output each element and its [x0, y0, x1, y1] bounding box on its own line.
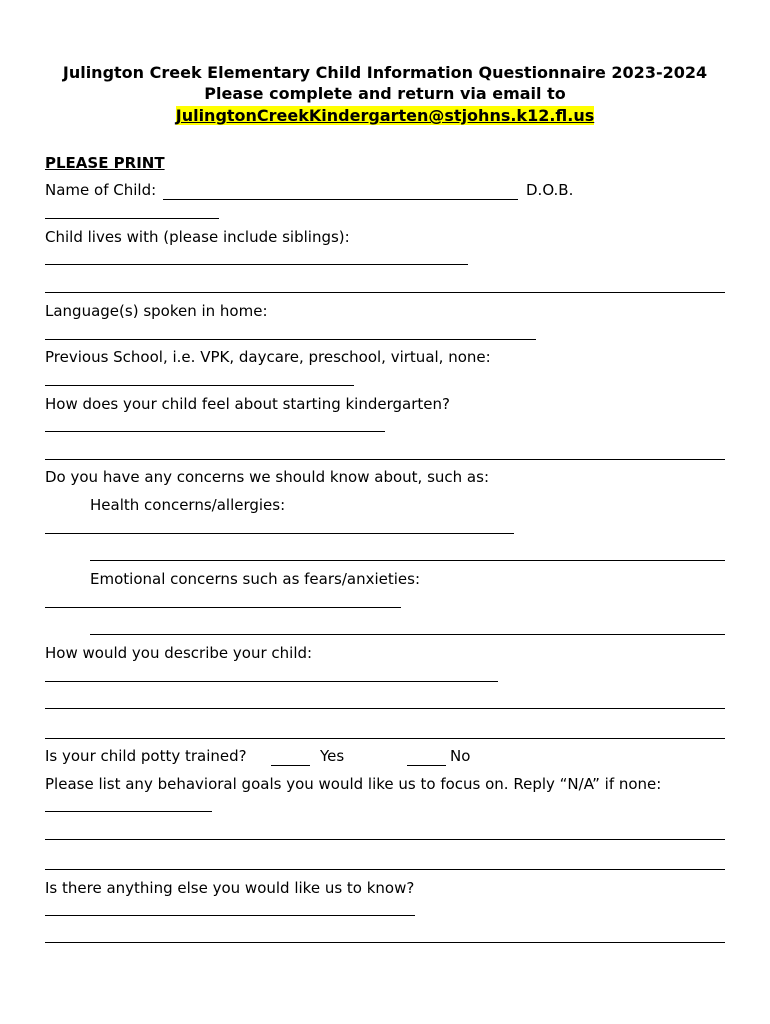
language-field[interactable]: [45, 339, 536, 340]
previous-school-field[interactable]: [45, 385, 354, 386]
feel-field-2[interactable]: [45, 459, 725, 460]
concerns-label: Do you have any concerns we should know about, such as:: [45, 468, 489, 486]
dob-field[interactable]: [45, 218, 219, 219]
health-field-2[interactable]: [90, 560, 725, 561]
describe-label: How would you describe your child:: [45, 644, 313, 662]
potty-no-label: No: [450, 747, 471, 765]
emotional-field-2[interactable]: [90, 634, 725, 635]
name-field[interactable]: [163, 199, 518, 200]
lives-with-field-2[interactable]: [45, 292, 725, 293]
form-title: Julington Creek Elementary Child Information Questionnaire 2023-2024: [62, 63, 708, 82]
potty-yes-label: Yes: [320, 747, 345, 765]
name-label: Name of Child:: [45, 181, 157, 199]
please-print-heading: PLEASE PRINT: [45, 154, 165, 172]
email-line: [0, 105, 770, 126]
else-label: Is there anything else you would like us to know?: [45, 879, 415, 897]
describe-field-3[interactable]: [45, 738, 725, 739]
health-label: Health concerns/allergies:: [90, 496, 286, 514]
dob-label: D.O.B.: [526, 181, 574, 199]
language-label: Language(s) spoken in home:: [45, 302, 268, 320]
health-field-1[interactable]: [45, 533, 514, 534]
lives-with-field-1[interactable]: [45, 264, 468, 265]
feel-field-1[interactable]: [45, 431, 385, 432]
form-instruction: Please complete and return via email to: [204, 84, 566, 103]
describe-field-2[interactable]: [45, 708, 725, 709]
emotional-field-1[interactable]: [45, 607, 401, 608]
emotional-label: Emotional concerns such as fears/anxieties:: [90, 570, 420, 588]
potty-yes-field[interactable]: [271, 765, 310, 766]
behavior-field-1[interactable]: [45, 811, 212, 812]
behavior-field-3[interactable]: [45, 869, 725, 870]
lives-with-label: Child lives with (please include siblings):: [45, 228, 350, 246]
describe-field-1[interactable]: [45, 681, 498, 682]
previous-school-label: Previous School, i.e. VPK, daycare, preschool, virtual, none:: [45, 348, 491, 366]
behavior-field-2[interactable]: [45, 839, 725, 840]
behavior-label: Please list any behavioral goals you would like us to focus on. Reply “N/A” if none:: [45, 775, 662, 793]
feel-label: How does your child feel about starting kindergarten?: [45, 395, 450, 413]
potty-label: Is your child potty trained?: [45, 747, 247, 765]
email-link[interactable]: JulingtonCreekKindergarten@stjohns.k12.fl.us: [175, 106, 595, 125]
potty-no-field[interactable]: [407, 765, 446, 766]
else-field-2[interactable]: [45, 942, 725, 943]
else-field-1[interactable]: [45, 915, 415, 916]
